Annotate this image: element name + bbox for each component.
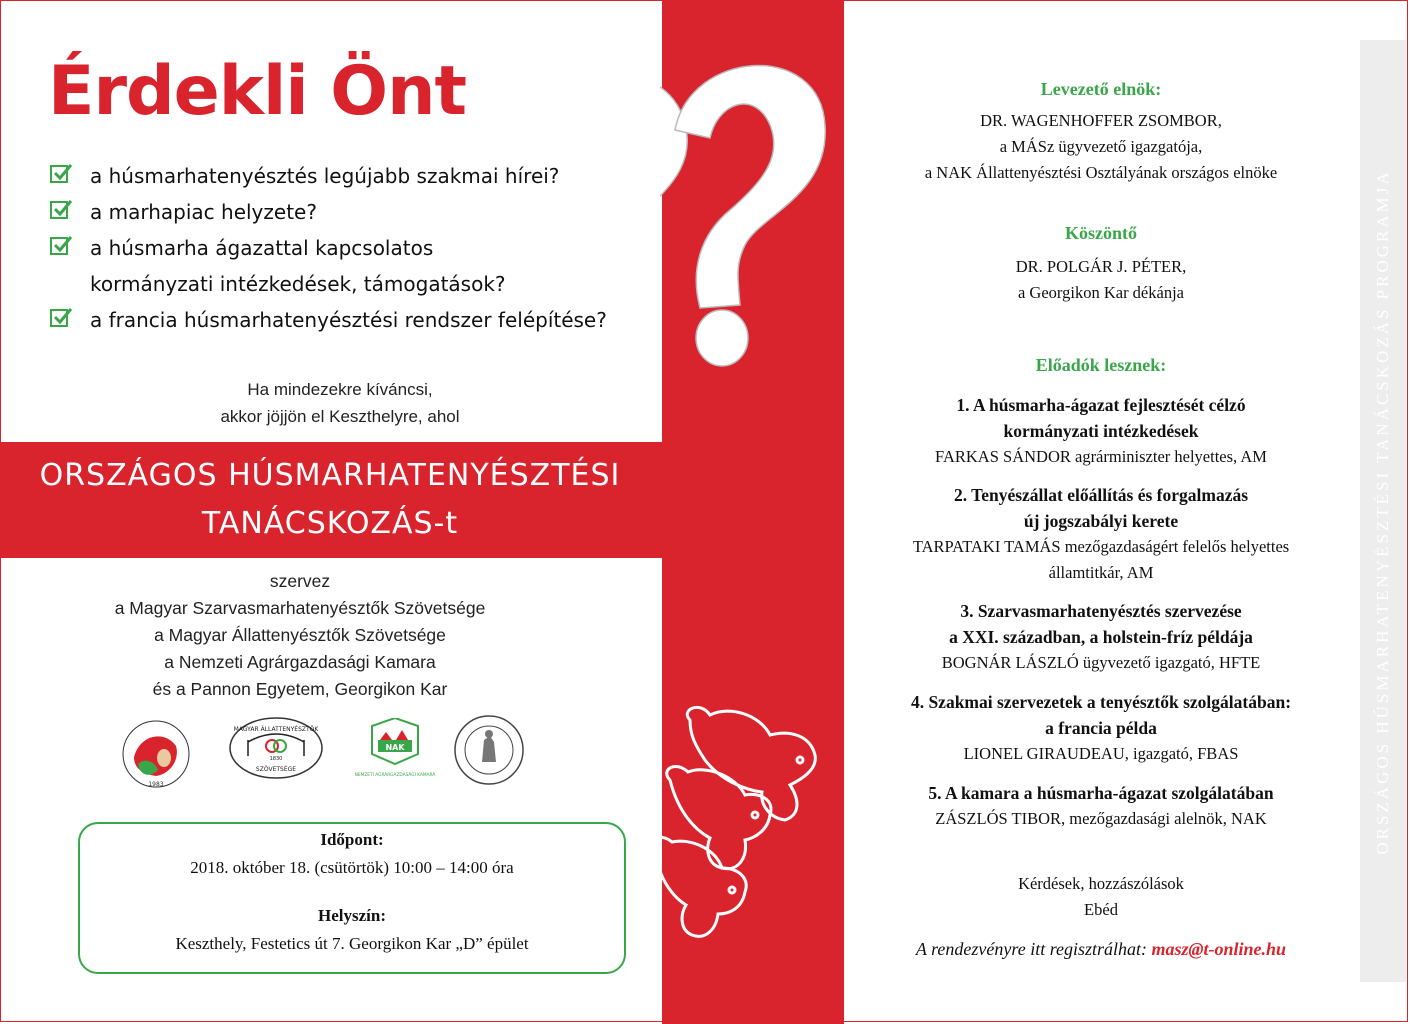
question-list	[50, 158, 650, 338]
checkbox-icon	[50, 165, 68, 183]
talk-item: 3. Szarvasmarhatenyésztés szervezése a XXI. században, a holstein-fríz példája BOGNÁR LÁSZLÓ ügyvezető igazgató, HFTE	[941, 601, 1261, 672]
intro-text: Ha mindezekre kíváncsi, akkor jöjjön el Keszthelyre, ahol	[220, 380, 460, 426]
time-label: Időpont:	[320, 830, 384, 849]
cattle-heads-graphic	[650, 700, 850, 950]
logo-row	[120, 710, 540, 800]
sidebar-title: ORSZÁGOS HÚSMARHATENYÉSZTÉSI TANÁCSKOZÁS PROGRAMJA	[1373, 169, 1392, 855]
organizers: szervez a Magyar Szarvasmarhatenyésztők Szövetsége a Magyar Állattenyésztők Szövetsége a Nemzeti Agrárgazdasági Kamara és a Pannon Egyetem, Georgikon Kar	[114, 571, 486, 699]
mat-logo	[228, 716, 324, 780]
talk-item: 4. Szakmai szervezetek a tenyésztők szolgálatában: a francia példa LIONEL GIRAUDEAU, igazgató, FBAS	[910, 692, 1292, 763]
page-title: Érdekli Önt	[48, 52, 467, 131]
svg-text:SZÖVETSÉGE: SZÖVETSÉGE	[255, 766, 297, 773]
registration-email-link[interactable]: masz@t-online.hu	[1151, 939, 1287, 959]
chair-role: a MÁSz ügyvezető igazgatója,	[999, 137, 1203, 156]
chair-name: DR. WAGENHOFFER ZSOMBOR,	[980, 111, 1222, 130]
svg-text:MAGYAR ÁLLATTENYÉSZTŐK: MAGYAR ÁLLATTENYÉSZTŐK	[233, 726, 319, 733]
welcome-role: a Georgikon Kar dékánja	[1017, 283, 1184, 302]
event-info-box	[78, 822, 626, 974]
talk-item: 2. Tenyészállat előállítás és forgalmazás új jogszabályi kerete TARPATAKI TAMÁS mezőgazdaságért felelős helyettes államtitkár, AM	[912, 485, 1290, 582]
list-item: a húsmarha ágazattal kapcsolatos	[50, 230, 650, 266]
speakers-heading: Előadók lesznek:	[1035, 355, 1167, 375]
welcome-name: DR. POLGÁR J. PÉTER,	[1015, 257, 1187, 276]
svg-text:1830: 1830	[269, 756, 283, 762]
welcome-heading: Köszöntő	[1065, 223, 1137, 243]
list-item: kormányzati intézkedések, támogatások?	[90, 272, 506, 296]
program-column	[856, 0, 1346, 1024]
checkbox-icon	[50, 309, 68, 327]
list-item: a francia húsmarhatenyésztési rendszer felépítése?	[50, 302, 650, 338]
nak-logo	[352, 718, 438, 784]
place-label: Helyszín:	[318, 906, 386, 925]
list-item: a marhapiac helyzete?	[50, 194, 650, 230]
chair-role: a NAK Állattenyésztési Osztályának országos elnöke	[924, 163, 1278, 182]
chair-heading: Levezető elnök:	[1040, 79, 1162, 99]
place-value: Keszthely, Festetics út 7. Georgikon Kar „D” épület	[175, 934, 529, 953]
time-value: 2018. október 18. (csütörtök) 10:00 – 14:00 óra	[190, 858, 514, 877]
georgikon-seal-logo	[452, 710, 526, 790]
checkbox-icon	[50, 237, 68, 255]
checkbox-icon	[50, 201, 68, 219]
list-item: a húsmarhatenyésztés legújabb szakmai hírei?	[50, 158, 650, 194]
svg-text:1983: 1983	[148, 781, 164, 788]
talk-item: 1. A húsmarha-ágazat fejlesztését célzó kormányzati intézkedések FARKAS SÁNDOR agrárminiszter helyettes, AM	[935, 395, 1267, 466]
svg-text:NEMZETI AGRÁRGAZDASÁGI KAMARA: NEMZETI AGRÁRGAZDASÁGI KAMARA	[354, 773, 436, 778]
closing-text: Kérdések, hozzászólások	[1018, 874, 1184, 893]
event-title: ORSZÁGOS HÚSMARHATENYÉSZTÉSI TANÁCSKOZÁS-t	[39, 458, 621, 541]
registration-line: A rendezvényre itt regisztrálhat: masz@t-online.hu	[915, 939, 1287, 959]
talk-item: 5. A kamara a húsmarha-ágazat szolgálatában ZÁSZLÓS TIBOR, mezőgazdasági alelnök, NAK	[928, 783, 1274, 828]
masz-logo	[120, 712, 192, 796]
svg-text:NAK: NAK	[385, 743, 405, 752]
closing-text: Ebéd	[1084, 900, 1118, 919]
